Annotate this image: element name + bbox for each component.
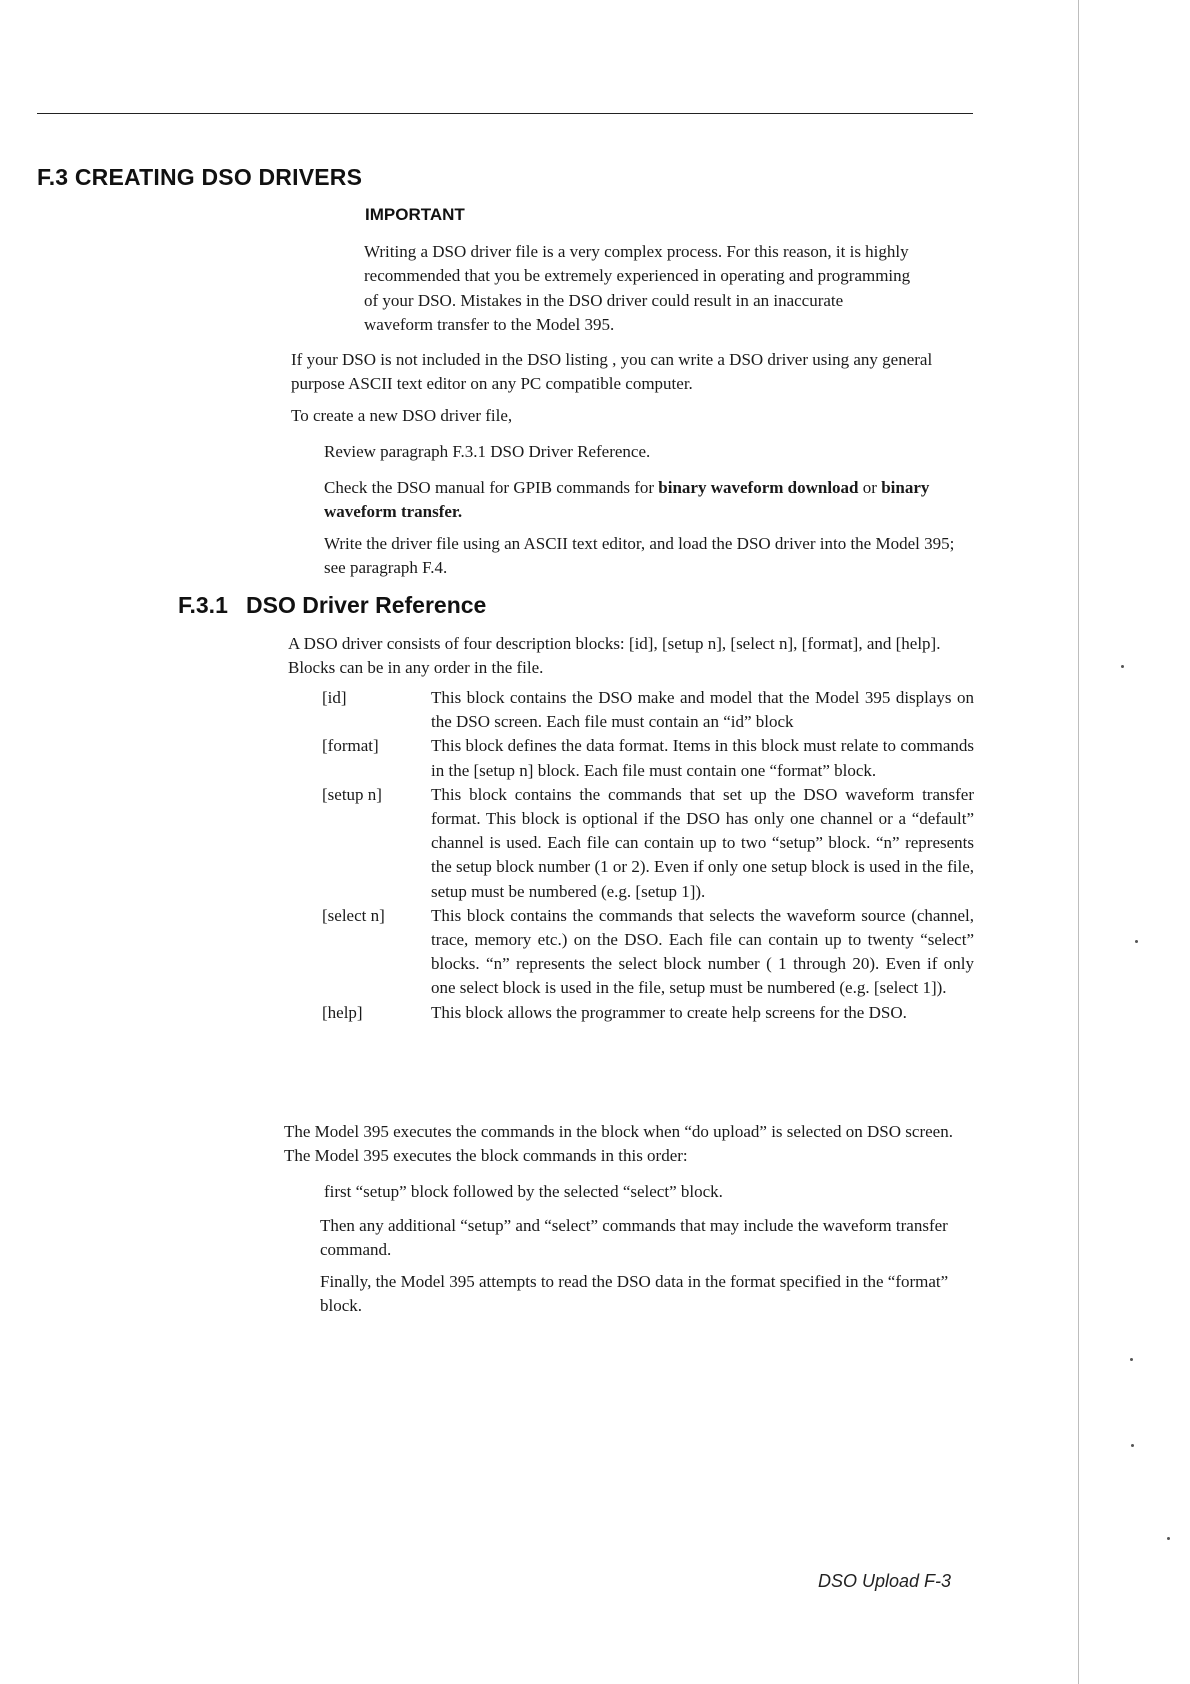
header-rule <box>37 113 973 114</box>
step-review: Review paragraph F.3.1 DSO Driver Reference. <box>324 442 651 461</box>
definition-description: This block allows the programmer to create help screens for the DSO. <box>431 1002 907 1022</box>
subsection-title-text: DSO Driver Reference <box>246 592 487 618</box>
create-driver-lead: To create a new DSO driver file, <box>291 406 513 425</box>
page-footer: DSO Upload F-3 <box>818 1571 952 1591</box>
subsection-number: F.3.1 <box>178 592 228 618</box>
step-check-bold-download: binary waveform download <box>658 478 859 497</box>
definition-row <box>322 1001 974 1025</box>
step-check-manual <box>324 476 974 525</box>
block-definition-list <box>322 686 974 1025</box>
important-text: Writing a DSO driver file is a very complex process. For this reason, it is highly recommended that you be extremely experienced in operating and programming of your DSO. Mistakes in the DSO driver could result in an inaccurate waveform transfer to the Model 395. <box>364 242 911 334</box>
step-check-or: or <box>858 478 882 497</box>
definition-row <box>322 686 974 734</box>
scan-speck <box>1167 1537 1170 1540</box>
intro-paragraph: If your DSO is not included in the DSO listing , you can write a DSO driver using any general purpose ASCII text editor on any PC compatible computer. <box>291 350 933 394</box>
important-heading: IMPORTANT <box>365 205 465 224</box>
execution-step-first: first “setup” block followed by the selected “select” block. <box>324 1182 723 1201</box>
definition-description: This block defines the data format. Items in this block must relate to commands in the [setup n] block. Each file must contain one “format” block. <box>431 736 974 780</box>
definition-description: This block contains the commands that selects the waveform source (channel, trace, memory etc.) on the DSO. Each file can contain up to twenty “select” blocks. “n” represents the select block number ( 1 through 20). Even if only one select block is used in the file, setup must be numbered (e.g. [select 1]). <box>431 905 974 998</box>
definition-row <box>322 783 974 904</box>
definition-term: [select n] <box>322 905 385 925</box>
definition-term: [format] <box>322 736 379 756</box>
definition-row <box>322 734 974 782</box>
definition-row <box>322 904 974 1001</box>
definition-term: [id] <box>322 688 347 707</box>
page-edge-line <box>1078 0 1079 1684</box>
step-check-bold-transfer: binary waveform transfer. <box>324 478 930 522</box>
scan-speck <box>1131 1444 1134 1447</box>
subsection-title <box>178 592 486 619</box>
step-write-driver: Write the driver file using an ASCII text editor, and load the DSO driver into the Model 395; see paragraph F.4. <box>324 534 955 578</box>
execution-paragraph: The Model 395 executes the commands in the block when “do upload” is selected on DSO screen. The Model 395 executes the block commands in this order: <box>284 1122 953 1166</box>
definition-description: This block contains the commands that set up the DSO waveform transfer format. This block is optional if the DSO has only one channel or a “default” channel is used. Each file can contain up to two “setup” block. “n” represents the setup block number (1 or 2). Even if only one setup block is used in the file, setup must be numbered (e.g. [setup 1]). <box>431 784 974 901</box>
definition-term: [help] <box>322 1002 363 1022</box>
section-title: F.3 CREATING DSO DRIVERS <box>37 164 363 190</box>
scan-speck <box>1121 665 1124 668</box>
execution-step-finally: Finally, the Model 395 attempts to read the DSO data in the format specified in the “format” block. <box>320 1272 949 1316</box>
subsection-intro: A DSO driver consists of four description blocks: [id], [setup n], [select n], [format], and [help]. Blocks can be in any order in the file. <box>288 634 941 678</box>
definition-description: This block contains the DSO make and model that the Model 395 displays on the DSO screen. Each file must contain an “id” block <box>431 688 974 732</box>
scan-speck <box>1130 1358 1133 1361</box>
execution-step-then: Then any additional “setup” and “select” commands that may include the waveform transfer command. <box>320 1216 948 1260</box>
step-check-text: Check the DSO manual for GPIB commands for <box>324 478 659 497</box>
definition-term: [setup n] <box>322 784 382 804</box>
scan-speck <box>1135 940 1138 943</box>
